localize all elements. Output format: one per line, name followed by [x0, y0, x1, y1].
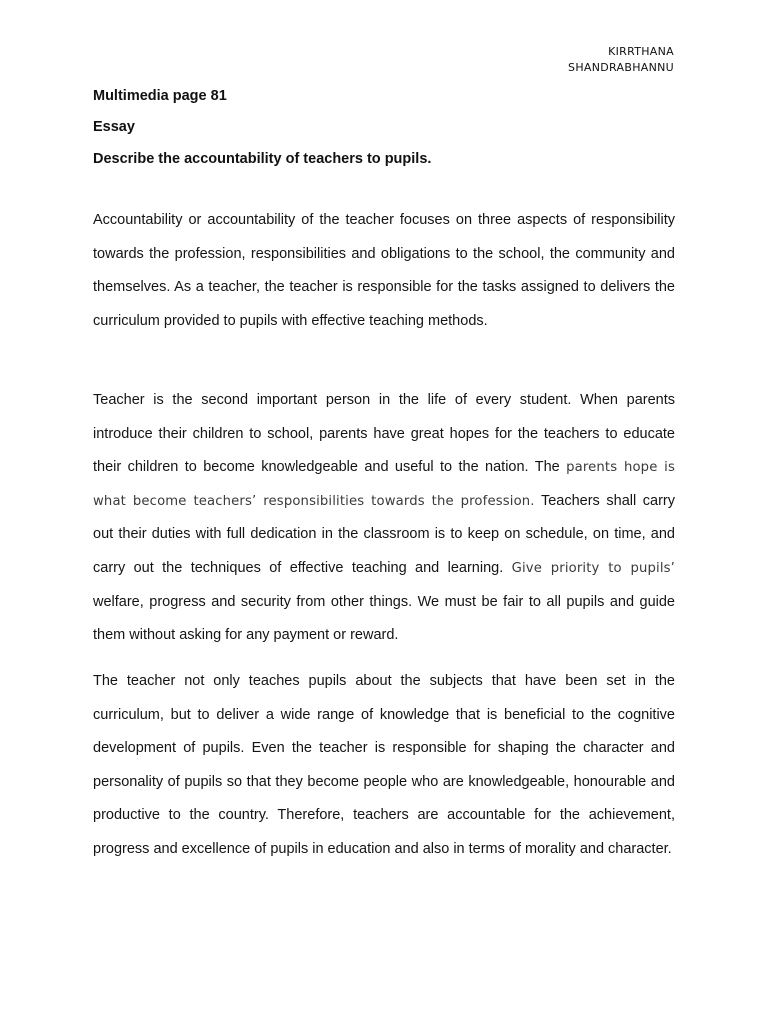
paragraph-2: [93, 384, 675, 653]
essay-question-heading: Describe the accountability of teachers to pupils.: [93, 151, 432, 167]
paragraph-1: [93, 204, 675, 338]
author-name: [568, 44, 674, 76]
paragraph-2-part-e: welfare, progress and security from other things. We must be fair to all pupils and guide them without asking for any payment or reward.: [93, 593, 675, 644]
paragraph-2-quote-priority: Give priority to pupils’: [511, 560, 675, 576]
paragraph-2-text: [93, 384, 675, 653]
paragraph-2-part-a: Teacher is the second important person in the life of every student. When parents introduce their children to school, parents have great hopes for the teachers to educate their children to become knowledgeable and useful to the nation. The: [93, 392, 675, 476]
paragraph-1-text: Accountability or accountability of the teacher focuses on three aspects of responsibility towards the profession, responsibilities and obligations to the school, the community and themselves. As a teacher, the teacher is responsible for the tasks assigned to delivers the curriculum provided to pupils with effective teaching methods.: [93, 212, 675, 329]
reference-heading: Multimedia page 81: [93, 88, 227, 104]
author-last-name: SHANDRABHANNU: [568, 61, 674, 74]
paragraph-3-text: The teacher not only teaches pupils about the subjects that have been set in the curriculum, but to deliver a wide range of knowledge that is beneficial to the cognitive development of pupils. Even the teacher is responsible for shaping the character and personality of pupils so that they become people who are knowledgeable, honourable and productive to the country. Therefore, teachers are accountable for the achievement, progress and excellence of pupils in education and also in terms of morality and character.: [93, 673, 675, 857]
paragraph-3: [93, 665, 675, 867]
author-first-name: KIRRTHANA: [608, 45, 674, 58]
essay-type-heading: Essay: [93, 119, 135, 135]
paragraph-2-part-c: Teachers shall carry out their duties with full dedication in the classroom is to keep on schedule, on time, and carry out the techniques of effective teaching and learning.: [93, 492, 676, 576]
paragraph-2-quote-profession: parents hope is what become teachers’ responsibilities towards the profession.: [93, 460, 675, 509]
